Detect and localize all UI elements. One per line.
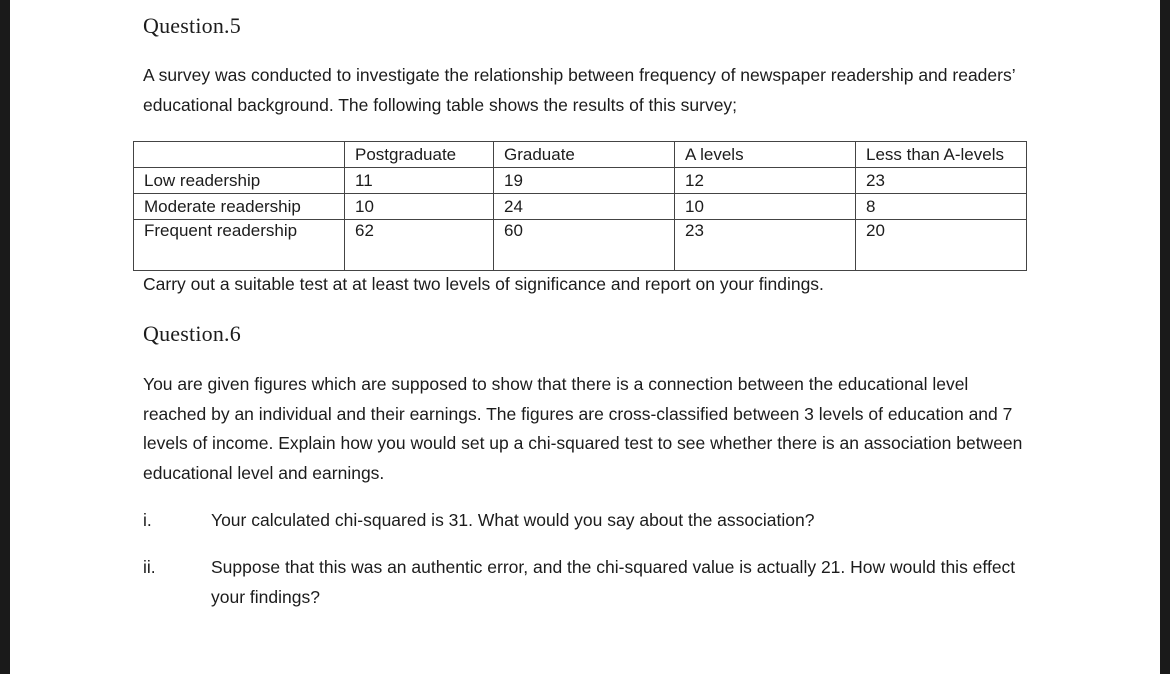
- table-header-cell: Less than A-levels: [856, 142, 1027, 168]
- table-cell: 20: [856, 220, 1027, 271]
- table-row: [134, 168, 1027, 194]
- table-header-cell: Graduate: [494, 142, 675, 168]
- row-label: Moderate readership: [134, 194, 345, 220]
- table-cell: 10: [675, 194, 856, 220]
- list-item-number: i.: [143, 510, 152, 530]
- table-cell: 19: [494, 168, 675, 194]
- table-row: [134, 220, 1027, 271]
- question-5-heading: Question.5: [143, 13, 241, 38]
- survey-table: [133, 141, 1027, 271]
- table-cell: 23: [856, 168, 1027, 194]
- question-5-intro: A survey was conducted to investigate the relationship between frequency of newspaper readership and readers’ educational background. The following table shows the results of this survey;: [143, 65, 1015, 115]
- table-header-cell: [134, 142, 345, 168]
- table-cell: 11: [345, 168, 494, 194]
- question-5-task: Carry out a suitable test at at least two levels of significance and report on your findings.: [143, 274, 824, 294]
- list-item-text: Suppose that this was an authentic error, and the chi-squared value is actually 21. How would this effect your findings?: [211, 557, 1016, 607]
- document-page: [10, 0, 1160, 674]
- question-6-intro: You are given figures which are supposed to show that there is a connection between the educational level reached by an individual and their earnings. The figures are cross-classified between 3 levels of education and 7 levels of income. Explain how you would set up a chi-squared test to see whether there is an association between educational level and earnings.: [143, 374, 1023, 483]
- table-cell: 24: [494, 194, 675, 220]
- list-item-text: Your calculated chi-squared is 31. What would you say about the association?: [211, 510, 815, 530]
- table-cell: 23: [675, 220, 856, 271]
- table-cell: 62: [345, 220, 494, 271]
- table-header-cell: A levels: [675, 142, 856, 168]
- table-header-cell: Postgraduate: [345, 142, 494, 168]
- table-cell: 60: [494, 220, 675, 271]
- table-cell: 10: [345, 194, 494, 220]
- table-cell: 8: [856, 194, 1027, 220]
- question-6-heading: Question.6: [143, 321, 241, 346]
- table-header-row: [134, 142, 1027, 168]
- list-item-number: ii.: [143, 557, 156, 577]
- table-cell: 12: [675, 168, 856, 194]
- table-row: [134, 194, 1027, 220]
- row-label: Frequent readership: [134, 220, 345, 271]
- row-label: Low readership: [134, 168, 345, 194]
